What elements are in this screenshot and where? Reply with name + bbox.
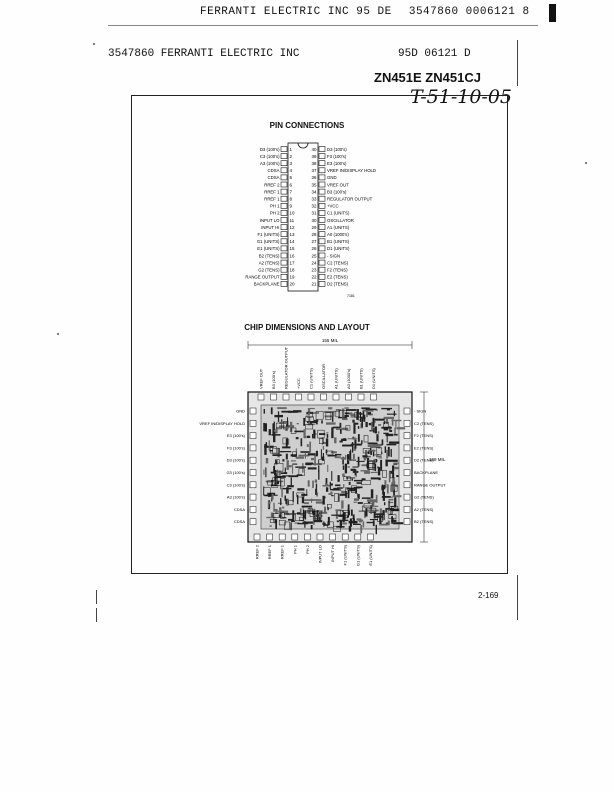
part-numbers: ZN451E ZN451CJ [374, 70, 481, 85]
pin-label-right: GND [327, 175, 337, 181]
pin-label-left: A3 (100's) [260, 161, 280, 166]
page-number: 2-169 [478, 591, 499, 600]
bond-pad-bottom [317, 534, 323, 540]
bond-pad-bottom [254, 534, 260, 540]
bond-pad-left [250, 519, 256, 525]
bond-pad-right [404, 494, 410, 500]
bond-pad-right [404, 470, 410, 476]
pad-label-right: E2 (TENS) [414, 445, 434, 451]
pin-label-right: VREF OUT [327, 182, 349, 188]
pin-number: 26 [311, 246, 317, 252]
pin-label-left: RANGE OUTPUT [245, 274, 280, 280]
pad-label-bottom: E1 (UNITS) [367, 545, 373, 566]
pad-label-top: REGULATOR OUTPUT [283, 346, 289, 389]
pin-number: 31 [311, 210, 317, 216]
pin-number: 21 [311, 281, 317, 287]
pin-label-right: VREF IN/DISPLAY HOLD [327, 168, 377, 174]
pin-label-left: F1 (UNITS) [257, 232, 280, 237]
pad-label-top: C1 (UNITS) [308, 368, 314, 389]
pad-label-bottom: INPUT LO [317, 545, 323, 564]
pin-number: 40 [311, 146, 317, 152]
pin-label-right: A0 (1000's) [327, 232, 349, 237]
pin-number: 15 [289, 246, 295, 252]
pin-number: 27 [311, 239, 317, 245]
pin-number: 30 [311, 217, 317, 223]
bond-pad-left [250, 433, 256, 439]
pin-number: 13 [289, 232, 295, 237]
pin-number: 18 [289, 267, 295, 273]
pad-label-bottom: RREF 1 [279, 545, 285, 560]
bond-pad-right [404, 433, 410, 439]
pin-number: 19 [289, 274, 295, 280]
pin-number: 34 [311, 189, 317, 195]
pad-label-bottom: F1 (UNITS) [342, 545, 348, 566]
pin-label-right: REGULATOR OUTPUT [327, 196, 373, 202]
pin-number: 35 [311, 182, 317, 188]
pin-label-left: RREF 2 [264, 182, 280, 188]
pin-number: 36 [311, 175, 317, 181]
pin-number: 29 [311, 224, 317, 230]
bond-pad-top [258, 394, 264, 400]
pad-label-left: G3 (100's) [226, 470, 245, 475]
bond-pad-right [404, 445, 410, 451]
bond-pad-bottom [355, 534, 361, 540]
bond-pad-right [404, 408, 410, 414]
pin-number: 37 [311, 168, 317, 174]
pin-label-left: A2 (TENS) [258, 260, 280, 266]
pin-label-left: PH 1 [269, 203, 280, 209]
pin-number: 6 [289, 182, 293, 188]
pin-number: 11 [289, 217, 295, 223]
handwritten-note: T-51-10-05 [410, 86, 513, 108]
pin-label-right: C2 (TENS) [327, 260, 349, 266]
pin-label-left: D3 (100's) [259, 146, 280, 152]
sub-header-code: 95D 06121 D [398, 48, 471, 60]
pad-label-right: BACKPLANE [414, 470, 439, 475]
pin-number: 24 [311, 260, 317, 266]
pin-label-left: RREF 1 [264, 196, 280, 202]
pin-number: 8 [289, 196, 293, 202]
pad-label-left: CDSA [233, 519, 245, 525]
bond-pad-top [346, 394, 352, 400]
pin-number: 33 [311, 196, 317, 202]
bond-pad-bottom [367, 534, 373, 540]
pad-label-top: OSCILLATOR [321, 364, 326, 389]
chip-layout-title: CHIP DIMENSIONS AND LAYOUT [244, 323, 370, 332]
bond-pad-left [250, 470, 256, 476]
pad-label-top: A1 (UNITS) [333, 368, 339, 389]
pad-label-right: - SIGN [414, 408, 427, 414]
pad-label-top: VREF OUT [258, 368, 264, 389]
pin-label-left: CDSA [267, 175, 280, 181]
bond-pad-top [283, 394, 289, 400]
bond-pad-right [404, 457, 410, 463]
bond-pad-left [250, 445, 256, 451]
pad-label-right: RANGE OUTPUT [414, 482, 446, 488]
bond-pad-right [404, 519, 410, 525]
pad-label-left: C3 (100's) [226, 482, 245, 488]
pin-label-right: B3 (100's) [327, 189, 347, 195]
pin-label-left: BACKPLANE [253, 281, 280, 287]
bond-pad-right [404, 506, 410, 512]
bond-pad-left [250, 482, 256, 488]
pad-label-left: CDSA [233, 506, 245, 512]
pin-number: 28 [311, 232, 317, 237]
width-dimension-label: 155 MIL [321, 338, 339, 343]
pad-label-right: B2 (TENS) [414, 519, 434, 525]
pin-number: 9 [289, 203, 293, 209]
pin-number: 22 [311, 274, 317, 280]
pad-label-bottom: INPUT HI [330, 545, 336, 563]
pin-label-left: E1 (UNITS) [257, 246, 280, 252]
pin-label-right: A1 (UNITS) [327, 224, 350, 230]
scan-header-codes: 3547860 0006121 8 [408, 6, 530, 18]
pin-number: 14 [289, 239, 295, 245]
pin-label-left: C3 (100's) [259, 153, 280, 159]
bond-pad-left [250, 408, 256, 414]
bond-pad-bottom [342, 534, 348, 540]
pin-label-right: E3 (100's) [327, 161, 347, 166]
pad-label-right: G2 (TENS) [414, 494, 434, 500]
bond-pad-bottom [279, 534, 285, 540]
bond-pad-bottom [292, 534, 298, 540]
pad-label-top: A0 (1000's) [346, 368, 351, 389]
pin-label-right: D3 (100's) [327, 146, 347, 152]
bond-pad-bottom [267, 534, 273, 540]
sub-header-company: 3547860 FERRANTI ELECTRIC INC [108, 48, 300, 60]
pin-label-right: E2 (TENS) [327, 274, 348, 280]
pin-label-right: F2 (TENS) [327, 267, 348, 273]
pin-connections-title: PIN CONNECTIONS [269, 121, 345, 130]
pin-label-left: B2 (TENS) [258, 253, 280, 259]
pin-label-left: INPUT HI [261, 224, 280, 230]
pin-label-left: INPUT LO [259, 217, 280, 223]
pin-number: 4 [289, 168, 293, 174]
bond-pad-right [404, 482, 410, 488]
pin-label-right: +VCC [327, 203, 339, 209]
pin-label-right: C1 (UNITS) [327, 210, 350, 216]
pin-number: 32 [311, 203, 317, 209]
pin-number: 5 [289, 175, 293, 181]
pin-number: 12 [289, 224, 295, 230]
pin-number: 20 [289, 281, 295, 287]
bond-pad-bottom [330, 534, 336, 540]
pad-label-bottom: PH 1 [292, 545, 298, 554]
pin-number: 23 [311, 267, 317, 273]
pad-label-left: E3 (100's) [226, 433, 245, 439]
pin-number: 38 [311, 161, 317, 166]
pad-label-right: D2 (TENS) [414, 457, 434, 463]
pin-number: 1 [289, 146, 293, 152]
pad-label-left: VREF IN/DISPLAY HOLD [199, 420, 245, 426]
pin-label-left: G1 (UNITS) [256, 239, 280, 245]
pin-label-right: D2 (TENS) [327, 281, 349, 287]
pin-label-left: PH 2 [269, 210, 280, 216]
figure-code: 7181 [347, 294, 355, 298]
bond-pad-right [404, 420, 410, 426]
pin-label-right: D1 (UNITS) [327, 246, 350, 252]
bond-pad-left [250, 420, 256, 426]
pad-label-bottom: G1 (UNITS) [355, 545, 361, 567]
pad-label-bottom: RREF 1 [267, 545, 273, 560]
pin-label-right: - SIGN [327, 253, 341, 259]
pin-number: 25 [311, 253, 317, 259]
pin-number: 39 [311, 153, 317, 159]
bond-pad-top [333, 394, 339, 400]
bond-pad-left [250, 506, 256, 512]
pin-number: 17 [289, 260, 295, 266]
pin-label-right: F3 (100's) [327, 153, 347, 159]
bond-pad-left [250, 494, 256, 500]
pad-label-bottom: PH 2 [304, 545, 310, 554]
pad-label-right: A2 (TENS) [414, 506, 434, 512]
bond-pad-top [358, 394, 364, 400]
bond-pad-top [271, 394, 277, 400]
bond-pad-left [250, 457, 256, 463]
pin-number: 16 [289, 253, 295, 259]
bond-pad-top [308, 394, 314, 400]
pad-label-left: F3 (100's) [227, 445, 245, 451]
bond-pad-top [321, 394, 327, 400]
pad-label-top: B1 (UNITS) [358, 368, 364, 389]
pin-label-left: RREF 1 [264, 189, 280, 195]
scan-header-company: FERRANTI ELECTRIC INC 95 DE [200, 6, 392, 18]
pad-label-right: F2 (TENS) [414, 433, 434, 439]
pad-label-top: B3 (100's) [271, 370, 276, 389]
pad-label-top: +VCC [296, 378, 301, 389]
bond-pad-bottom [304, 534, 310, 540]
pin-number: 10 [289, 210, 295, 216]
pad-label-bottom: RREF 2 [254, 545, 260, 560]
pad-label-left: A3 (100's) [226, 494, 245, 500]
pad-label-top: D1 (UNITS) [371, 368, 376, 389]
pin-label-right: B1 (UNITS) [327, 239, 350, 245]
pad-label-left: GND [236, 408, 245, 414]
pin-number: 2 [289, 153, 293, 159]
pad-label-left: D3 (100's) [226, 457, 245, 463]
pin-label-left: G2 (TENS) [258, 267, 280, 273]
bond-pad-top [371, 394, 377, 400]
pad-label-right: C2 (TENS) [414, 420, 434, 426]
bond-pad-top [296, 394, 302, 400]
pin-label-left: CDSA [267, 168, 280, 174]
height-dimension-label: 158 MIL [429, 457, 446, 462]
pin-number: 3 [289, 161, 293, 166]
pin-label-right: OSCILLATOR [327, 217, 354, 223]
pin-number: 7 [289, 189, 293, 195]
